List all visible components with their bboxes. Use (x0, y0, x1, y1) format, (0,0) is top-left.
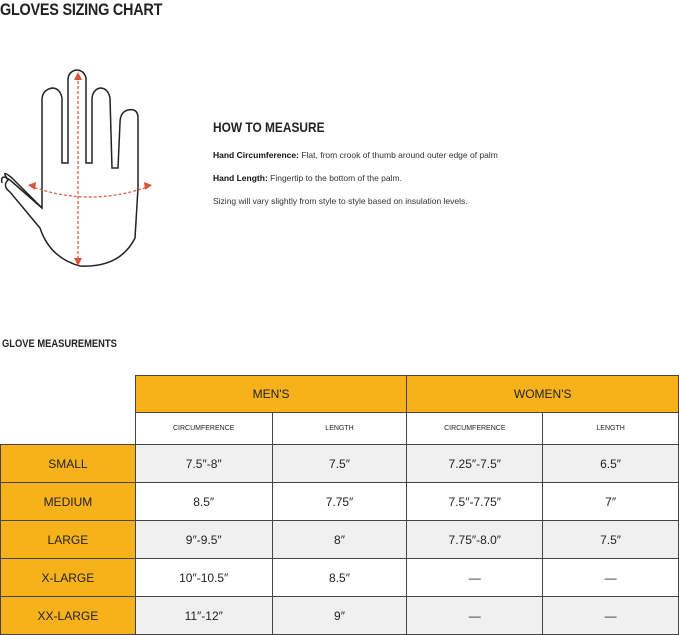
measurement-cell: 11″-12″ (135, 597, 272, 635)
size-label: SMALL (1, 445, 136, 483)
column-header: CIRCUMFERENCE (135, 413, 272, 445)
measurement-cell: 7″ (543, 483, 679, 521)
measurement-cell: 7.75″-8.0″ (407, 521, 543, 559)
measurement-cell: 7.5″-8″ (135, 445, 272, 483)
column-header: CIRCUMFERENCE (407, 413, 543, 445)
table-row (1, 559, 679, 597)
table-heading: GLOVE MEASUREMENTS (2, 338, 117, 350)
circumference-label: Hand Circumference: (213, 150, 299, 160)
size-label: MEDIUM (1, 483, 136, 521)
group-header-mens: MEN'S (135, 376, 407, 413)
how-to-heading: HOW TO MEASURE (213, 119, 325, 135)
measurement-cell: 6.5″ (543, 445, 679, 483)
measurement-cell: — (407, 597, 543, 635)
column-header: LENGTH (543, 413, 679, 445)
measurement-cell: 7.5″-7.75″ (407, 483, 543, 521)
column-header: LENGTH (272, 413, 407, 445)
table-row (1, 483, 679, 521)
measurement-cell: — (407, 559, 543, 597)
blank-cell (1, 376, 136, 413)
size-label: X-LARGE (1, 559, 136, 597)
measurement-cell: 10″-10.5″ (135, 559, 272, 597)
group-header-womens: WOMEN'S (407, 376, 679, 413)
page-title: GLOVES SIZING CHART (0, 0, 163, 19)
table-row (1, 597, 679, 635)
circumference-instruction (213, 150, 498, 160)
table-row (1, 445, 679, 483)
measurement-cell: — (543, 597, 679, 635)
hand-measure-icon (0, 68, 160, 273)
measurement-cell: — (543, 559, 679, 597)
sizing-note: Sizing will vary slightly from style to style based on insulation levels. (213, 196, 468, 206)
measurement-cell: 7.5″ (272, 445, 407, 483)
measurement-cell: 8.5″ (272, 559, 407, 597)
measurement-cell: 8″ (272, 521, 407, 559)
measurement-cell: 9″-9.5″ (135, 521, 272, 559)
measurement-cell: 9″ (272, 597, 407, 635)
sizing-table (0, 375, 679, 635)
size-label: LARGE (1, 521, 136, 559)
measurement-cell: 7.25″-7.5″ (407, 445, 543, 483)
blank-cell (1, 413, 136, 445)
measurement-cell: 8.5″ (135, 483, 272, 521)
table-row (1, 521, 679, 559)
measurement-cell: 7.75″ (272, 483, 407, 521)
circumference-text: Flat, from crook of thumb around outer edge of palm (298, 150, 498, 160)
length-instruction (213, 173, 402, 183)
measurement-cell: 7.5″ (543, 521, 679, 559)
size-label: XX-LARGE (1, 597, 136, 635)
length-text: Fingertip to the bottom of the palm. (267, 173, 402, 183)
length-label: Hand Length: (213, 173, 268, 183)
